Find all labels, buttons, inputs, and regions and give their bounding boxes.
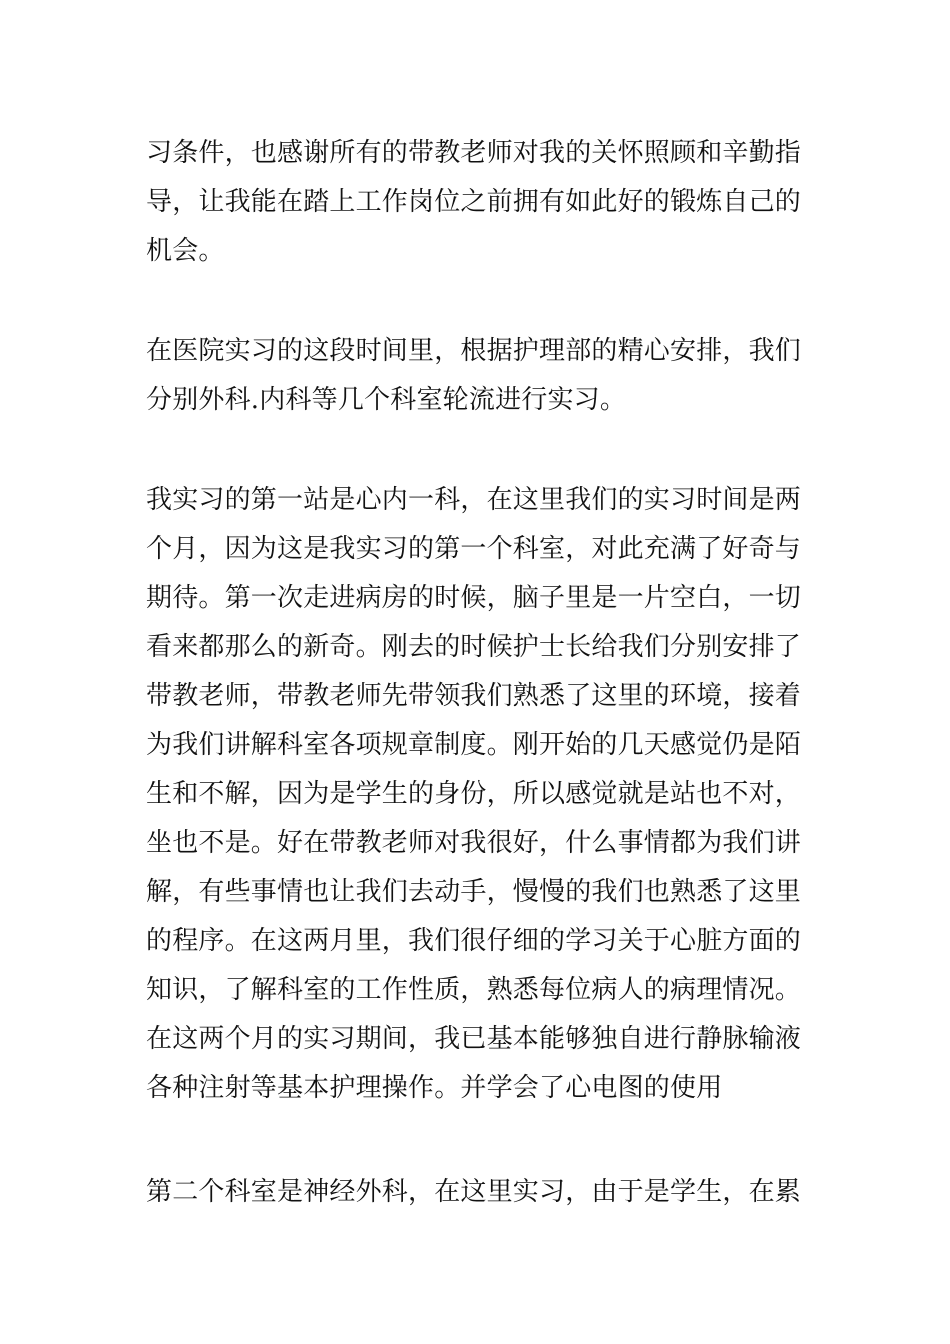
text-line: 我实习的第一站是心内一科，在这里我们的实习时间是两	[146, 485, 802, 515]
text-line: 习条件，也感谢所有的带教老师对我的关怀照顾和辛勤指	[146, 138, 802, 168]
paragraph-4	[146, 1168, 816, 1217]
text-line: 分别外科.内科等几个科室轮流进行实习。	[146, 385, 627, 415]
text-line: 期待。第一次走进病房的时候，脑子里是一片空白，一切	[146, 583, 802, 613]
text-line: 看来都那么的新奇。刚去的时候护士长给我们分别安排了	[146, 632, 802, 662]
paragraph-1	[146, 129, 816, 276]
text-line: 个月，因为这是我实习的第一个科室，对此充满了好奇与	[146, 534, 802, 564]
text-line: 为我们讲解科室各项规章制度。刚开始的几天感觉仍是陌	[146, 730, 802, 760]
text-line: 的程序。在这两月里，我们很仔细的学习关于心脏方面的	[146, 926, 802, 956]
paragraph-3	[146, 476, 816, 1113]
text-line: 带教老师，带教老师先带领我们熟悉了这里的环境，接着	[146, 681, 802, 711]
text-line: 在医院实习的这段时间里，根据护理部的精心安排，我们	[146, 336, 802, 366]
text-line: 知识，了解科室的工作性质，熟悉每位病人的病理情况。	[146, 975, 802, 1005]
text-line: 生和不解，因为是学生的身份，所以感觉就是站也不对，	[146, 779, 802, 809]
text-line: 机会。	[146, 236, 225, 266]
paragraph-2	[146, 327, 816, 425]
text-line: 各种注射等基本护理操作。并学会了心电图的使用	[146, 1073, 723, 1103]
text-line: 在这两个月的实习期间，我已基本能够独自进行静脉输液	[146, 1024, 802, 1054]
text-line: 导，让我能在踏上工作岗位之前拥有如此好的锻炼自己的	[146, 187, 802, 217]
text-line: 解，有些事情也让我们去动手，慢慢的我们也熟悉了这里	[146, 877, 802, 907]
text-line: 第二个科室是神经外科，在这里实习，由于是学生，在累	[146, 1177, 802, 1207]
text-line: 坐也不是。好在带教老师对我很好，什么事情都为我们讲	[146, 828, 802, 858]
